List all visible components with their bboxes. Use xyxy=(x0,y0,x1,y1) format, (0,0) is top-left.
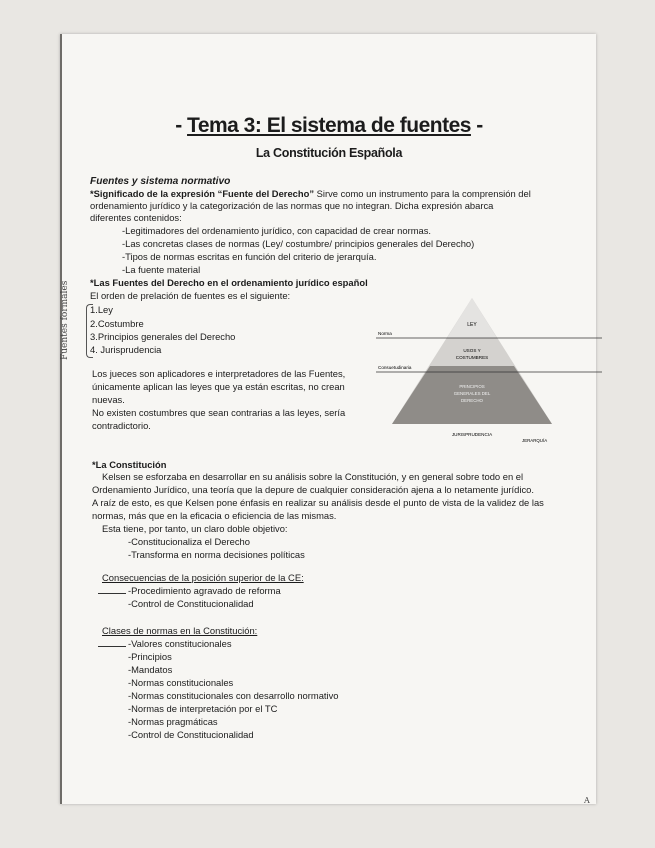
label-consuetudinaria: Consuetudinaria xyxy=(378,365,412,370)
consecuencia-text: -Procedimiento agravado de reforma xyxy=(128,585,281,596)
clase-item xyxy=(98,638,232,650)
clase-item: -Normas constitucionales xyxy=(128,677,234,688)
objetivo-intro: Esta tiene, por tanto, un claro doble objetivo: xyxy=(102,523,288,534)
page-title xyxy=(62,114,596,138)
clase-item: -Normas constitucionales con desarrollo normativo xyxy=(128,690,339,701)
clase-item: -Principios xyxy=(128,651,172,662)
pyramid-label-principios: PRINCIPIOS xyxy=(459,384,485,389)
jueces-line: nuevas. xyxy=(92,394,125,405)
page-number: A xyxy=(584,796,590,805)
prelacion-text: El orden de prelación de fuentes es el siguiente: xyxy=(90,290,291,301)
definition-line-1 xyxy=(90,188,531,200)
label-norma: Norma xyxy=(378,331,392,336)
hierarchy-pyramid-diagram xyxy=(372,290,602,450)
underline-blank xyxy=(98,593,126,594)
kelsen-line: normas, más que en la eficacia o eficiencia de las mismas. xyxy=(92,510,337,521)
pyramid-label-costumbres: COSTUMBRES xyxy=(455,355,489,360)
kelsen-line: Kelsen se esforzaba en desarrollar en su análisis sobre la Constitución, y en general sobre todo en el xyxy=(102,471,524,482)
consecuencia-item: -Control de Constitucionalidad xyxy=(128,598,254,609)
jueces-line: Los jueces son aplicadores e interpretadores de las Fuentes, xyxy=(92,368,346,379)
definition-term: *Significado de la expresión “Fuente del Derecho” xyxy=(90,188,315,199)
fuente-item: 2.Costumbre xyxy=(90,318,144,329)
pyramid-label-derecho: DERECHO xyxy=(461,398,483,403)
clase-item: -Normas pragmáticas xyxy=(128,716,218,727)
kelsen-line: Ordenamiento Jurídico, una teoría que la depure de cualquier consideración ajena a lo netamente jurídico. xyxy=(92,484,534,495)
fuente-item: 1.Ley xyxy=(90,304,113,315)
clase-item: -Control de Constitucionalidad xyxy=(128,729,254,740)
title-dash-left: - xyxy=(175,114,182,137)
list-item: -Las concretas clases de normas (Ley/ costumbre/ principios generales del Derecho) xyxy=(122,238,475,249)
clase-item: -Mandatos xyxy=(128,664,173,675)
title-text: Tema 3: El sistema de fuentes xyxy=(187,114,471,137)
objetivo-item: -Constitucionaliza el Derecho xyxy=(128,536,250,547)
title-dash-right: - xyxy=(476,114,483,137)
definition-text: Sirve como un instrumento para la comprensión del xyxy=(314,188,531,199)
pyramid-label-jurisprudencia: JURISPRUDENCIA xyxy=(451,432,493,437)
fuente-item: 4. Jurisprudencia xyxy=(90,344,162,355)
pyramid-label-ley: LEY xyxy=(467,322,477,328)
consecuencias-heading: Consecuencias de la posición superior de la CE: xyxy=(102,572,304,583)
list-item: -Tipos de normas escritas en función del criterio de jerarquía. xyxy=(122,251,377,262)
consecuencia-item xyxy=(98,585,281,597)
jueces-line: únicamente aplican las leyes que ya están escritas, no crean xyxy=(92,381,345,392)
clases-heading: Clases de normas en la Constitución: xyxy=(102,625,258,636)
section-heading-fuentes: Fuentes y sistema normativo xyxy=(90,176,231,187)
fuentes-heading: *Las Fuentes del Derecho en el ordenamiento jurídico español xyxy=(90,277,368,288)
underline-blank xyxy=(98,646,126,647)
definition-line-3: diferentes contenidos: xyxy=(90,212,182,223)
label-jerarquia: JERARQUÍA xyxy=(522,438,548,443)
jueces-line: No existen costumbres que sean contrarias a las leyes, sería xyxy=(92,407,346,418)
pyramid-label-generales: GENERALES DEL xyxy=(453,391,491,396)
pyramid-label-usos: USOS Y xyxy=(463,348,481,353)
fuente-item: 3.Principios generales del Derecho xyxy=(90,331,236,342)
kelsen-line: A raíz de esto, es que Kelsen pone énfasis en realizar su análisis desde el punto de vista de la validez de las xyxy=(92,497,544,508)
list-item: -Legitimadores del ordenamiento jurídico, con capacidad de crear normas. xyxy=(122,225,432,236)
handwritten-annotation: Fuentes formales xyxy=(60,280,70,360)
list-item: -La fuente material xyxy=(122,264,201,275)
clase-item: -Normas de interpretación por el TC xyxy=(128,703,278,714)
objetivo-item: -Transforma en norma decisiones políticas xyxy=(128,549,305,560)
jueces-line: contradictorio. xyxy=(92,420,151,431)
constitucion-heading: *La Constitución xyxy=(92,459,167,470)
definition-line-2: ordenamiento jurídico y la categorización de las normas que no integran. Dicha expresión abarca xyxy=(90,200,494,211)
document-page xyxy=(60,34,596,804)
page-subtitle: La Constitución Española xyxy=(255,146,403,160)
pyramid-tier-ley xyxy=(447,298,497,338)
clase-text: -Valores constitucionales xyxy=(128,638,232,649)
